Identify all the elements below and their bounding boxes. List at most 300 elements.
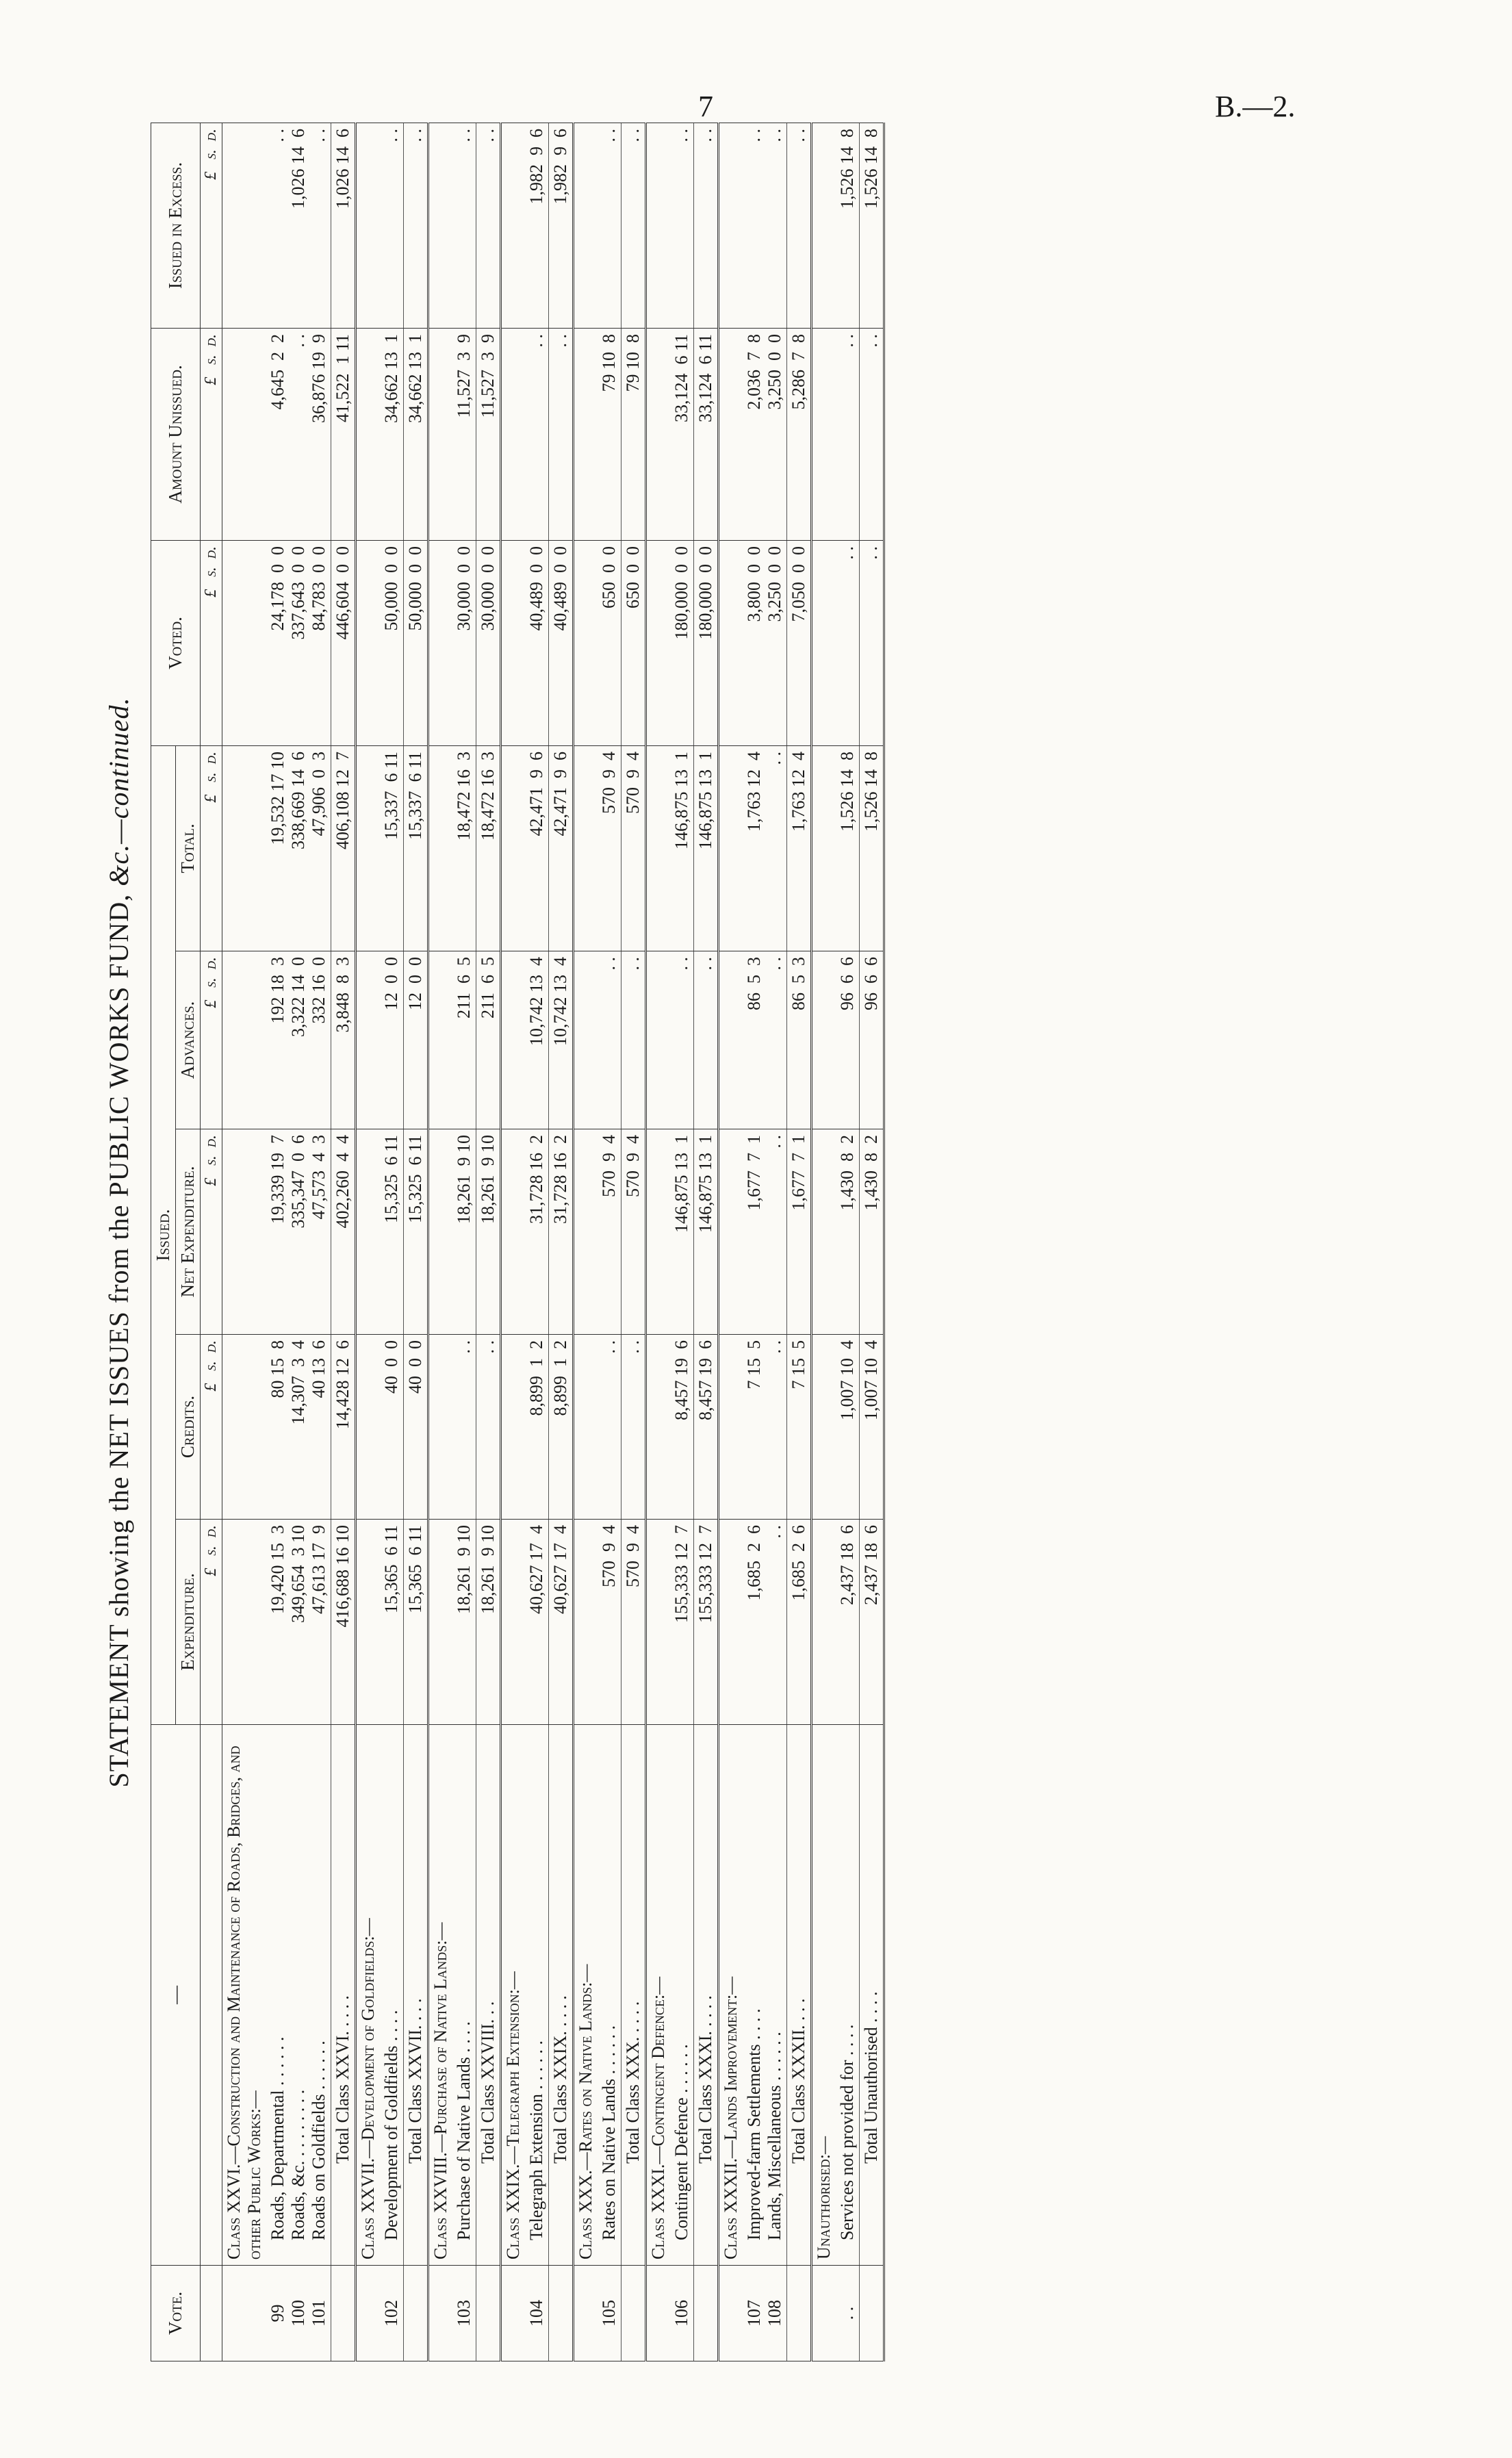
total-label-text: Total Class XXX. . . . . [623, 2001, 643, 2164]
empty-cell [574, 1335, 598, 1520]
total-adv: . . [622, 951, 646, 1129]
empty-cell [222, 1129, 267, 1335]
cell-unissued: 34,662 13 1 [380, 328, 404, 540]
cell-adv: 96 6 6 [836, 951, 860, 1129]
class-heading-row [646, 123, 671, 2361]
item-description [266, 1725, 331, 2266]
vote-cell [404, 2266, 428, 2361]
cell-voted: 180,000 0 0 [670, 540, 694, 745]
cell-net: 15,325 6 11 [380, 1129, 404, 1335]
header-unissued: Amount Unissued. [151, 328, 201, 540]
empty-cell [574, 951, 598, 1129]
units: £ s. d. [201, 1335, 222, 1520]
class-total-row [622, 123, 646, 2361]
empty-cell [222, 123, 267, 328]
class-heading [428, 1725, 453, 2266]
cell-total: 146,875 13 1 [670, 745, 694, 951]
empty-cell [428, 328, 453, 540]
cell-voted: . . [836, 540, 860, 745]
header-description: — [151, 1725, 201, 2266]
total-net: 15,325 6 11 [404, 1129, 428, 1335]
units: £ s. d. [201, 1129, 222, 1335]
class-heading-text: Class XXVI.—Construction and Maintenance of Roads, Bridges, and other Public Works:— [224, 1745, 264, 2259]
statement-title [103, 123, 135, 2361]
total-unissued: . . [860, 328, 884, 540]
total-voted: 650 0 0 [622, 540, 646, 745]
cell-exp: 19,420 15 3 349,654 3 10 47,613 17 9 [266, 1520, 331, 1725]
total-excess: . . [694, 123, 719, 328]
item-label: Lands, Miscellaneous . . . . . . [765, 2032, 784, 2240]
total-cred: 1,007 10 4 [860, 1335, 884, 1520]
units: £ s. d. [201, 540, 222, 745]
total-cred: 7 15 5 [787, 1335, 812, 1520]
total-cred: 14,428 12 6 [331, 1335, 356, 1520]
item-label: Roads, Departmental . . . . . . [268, 2036, 287, 2240]
empty-cell [812, 123, 836, 328]
units: £ s. d. [201, 123, 222, 328]
cell-adv: 12 0 0 [380, 951, 404, 1129]
cell-unissued: 2,036 7 8 3,250 0 0 [743, 328, 787, 540]
total-net: 1,677 7 1 [787, 1129, 812, 1335]
header-vote: Vote. [151, 2266, 201, 2361]
empty-cell [428, 951, 453, 1129]
class-heading-text: Class XXVIII.—Purchase of Native Lands:— [431, 1922, 450, 2259]
class-heading-text: Class XXIX.—Telegraph Extension:— [503, 1971, 523, 2259]
empty-cell [719, 745, 743, 951]
item-description [380, 1725, 404, 2266]
header-net: Net Expenditure. [176, 1129, 201, 1335]
total-excess: . . [476, 123, 501, 328]
class-total-row [860, 123, 884, 2361]
total-cred: . . [622, 1335, 646, 1520]
vote-cell [501, 2266, 526, 2361]
cell-unissued: 79 10 8 [598, 328, 622, 540]
total-exp: 2,437 18 6 [860, 1520, 884, 1725]
cell-net: 570 9 4 [598, 1129, 622, 1335]
empty-cell [428, 745, 453, 951]
class-total-row [404, 123, 428, 2361]
class-heading-row [812, 123, 836, 2361]
vote-cell [622, 2266, 646, 2361]
cell-total: 1,526 14 8 [836, 745, 860, 951]
total-voted: 446,604 0 0 [331, 540, 356, 745]
item-description [743, 1725, 787, 2266]
empty-cell [719, 1520, 743, 1725]
vote-cell [222, 2266, 267, 2361]
table-row [525, 123, 549, 2361]
empty-cell [501, 1129, 526, 1335]
cell-exp: 40,627 17 4 [525, 1520, 549, 1725]
class-heading-row [222, 123, 267, 2361]
cell-unissued: 33,124 6 11 [670, 328, 694, 540]
empty-cell [574, 123, 598, 328]
empty-cell [719, 1335, 743, 1520]
class-heading [356, 1725, 381, 2266]
empty-cell [719, 540, 743, 745]
total-adv: 3,848 8 3 [331, 951, 356, 1129]
class-heading-row [719, 123, 743, 2361]
total-adv: 96 6 6 [860, 951, 884, 1129]
cell-total: 1,763 12 4 . . [743, 745, 787, 951]
cell-adv: . . [598, 951, 622, 1129]
empty-cell [574, 1129, 598, 1335]
cell-exp: 1,685 2 6 . . [743, 1520, 787, 1725]
cell-excess: . . [598, 123, 622, 328]
header-voted: Voted. [151, 540, 201, 745]
class-heading-row [428, 123, 453, 2361]
cell-exp: 18,261 9 10 [452, 1520, 476, 1725]
total-unissued: 5,286 7 8 [787, 328, 812, 540]
cell-cred: 1,007 10 4 [836, 1335, 860, 1520]
cell-adv: . . [670, 951, 694, 1129]
cell-adv: 192 18 3 3,322 14 0 332 16 0 [266, 951, 331, 1129]
total-adv: 86 5 3 [787, 951, 812, 1129]
empty-cell [356, 1129, 381, 1335]
total-total: 42,471 9 6 [549, 745, 574, 951]
empty-cell [574, 328, 598, 540]
empty-cell [222, 745, 267, 951]
total-voted: 30,000 0 0 [476, 540, 501, 745]
vote-cell [356, 2266, 381, 2361]
header-advances: Advances. [176, 951, 201, 1129]
vote-number: . . [836, 2266, 860, 2361]
total-excess: . . [787, 123, 812, 328]
cell-total: 18,472 16 3 [452, 745, 476, 951]
class-heading-row [356, 123, 381, 2361]
vote-number: 105 [598, 2266, 622, 2361]
total-unissued: 41,522 1 11 [331, 328, 356, 540]
total-adv: 211 6 5 [476, 951, 501, 1129]
empty-cell [501, 745, 526, 951]
class-heading [501, 1725, 526, 2266]
empty-cell [356, 745, 381, 951]
header-expenditure: Expenditure. [176, 1520, 201, 1725]
cell-net: 1,677 7 1 . . [743, 1129, 787, 1335]
total-label-text: Total Class XXXII. . . . [789, 1998, 808, 2164]
empty-cell [356, 123, 381, 328]
cell-adv: 10,742 13 4 [525, 951, 549, 1129]
class-heading [222, 1725, 267, 2266]
total-total: 1,763 12 4 [787, 745, 812, 951]
total-exp: 40,627 17 4 [549, 1520, 574, 1725]
total-cred: 8,899 1 2 [549, 1335, 574, 1520]
class-heading-text: Unauthorised:— [814, 2136, 834, 2259]
cell-adv: 211 6 5 [452, 951, 476, 1129]
table-row [266, 123, 331, 2361]
empty-cell [646, 540, 671, 745]
vote-cell [694, 2266, 719, 2361]
cell-unissued: 4,645 2 2 . . 36,876 19 9 [266, 328, 331, 540]
class-heading-text: Class XXX.—Rates on Native Lands:— [576, 1964, 595, 2259]
cell-voted: 650 0 0 [598, 540, 622, 745]
total-voted: 180,000 0 0 [694, 540, 719, 745]
table-row [598, 123, 622, 2361]
empty-cell [812, 540, 836, 745]
class-heading-text: Class XXXI.—Contingent Defence:— [648, 1976, 668, 2259]
empty-cell [222, 1335, 267, 1520]
vote-number: 107 108 [743, 2266, 787, 2361]
class-total-row [476, 123, 501, 2361]
total-exp: 416,688 16 10 [331, 1520, 356, 1725]
total-net: 1,430 8 2 [860, 1129, 884, 1335]
total-voted: . . [860, 540, 884, 745]
vote-cell [860, 2266, 884, 2361]
empty-cell [356, 540, 381, 745]
total-label-text: Total Class XXXI. . . . . [695, 1995, 715, 2164]
item-label: Roads on Goldfields . . . . . . [309, 2040, 329, 2240]
cell-net: 18,261 9 10 [452, 1129, 476, 1335]
empty-cell [812, 951, 836, 1129]
empty-cell [428, 1520, 453, 1725]
empty-cell [501, 123, 526, 328]
empty-cell [812, 328, 836, 540]
empty-cell [501, 1335, 526, 1520]
empty-cell [501, 951, 526, 1129]
cell-total: 42,471 9 6 [525, 745, 549, 951]
item-description [670, 1725, 694, 2266]
total-label [549, 1725, 574, 2266]
document-reference: B.—2. [1215, 90, 1296, 123]
total-exp: 570 9 4 [622, 1520, 646, 1725]
units: £ s. d. [201, 1520, 222, 1725]
cell-exp: 15,365 6 11 [380, 1520, 404, 1725]
total-adv: 12 0 0 [404, 951, 428, 1129]
cell-total: 570 9 4 [598, 745, 622, 951]
total-label-text: Total Class XXIX. . . . . [550, 1995, 570, 2164]
header-issued: Issued. [151, 745, 176, 1724]
empty-cell [574, 745, 598, 951]
table-row [670, 123, 694, 2361]
empty-cell [428, 123, 453, 328]
empty-cell [574, 540, 598, 745]
item-description [598, 1725, 622, 2266]
total-label [331, 1725, 356, 2266]
total-excess: 1,982 9 6 [549, 123, 574, 328]
total-net: 146,875 13 1 [694, 1129, 719, 1335]
class-heading [646, 1725, 671, 2266]
vote-cell [476, 2266, 501, 2361]
vote-number: 99 100 101 [266, 2266, 331, 2361]
total-voted: 50,000 0 0 [404, 540, 428, 745]
cell-net: 146,875 13 1 [670, 1129, 694, 1335]
item-label: Telegraph Extension . . . . . . [526, 2040, 546, 2240]
page-number: 7 [698, 90, 713, 123]
cell-exp: 2,437 18 6 [836, 1520, 860, 1725]
item-label: Roads, &c. . . . . . . . . [288, 2089, 308, 2240]
class-total-row [694, 123, 719, 2361]
cell-excess: 1,982 9 6 [525, 123, 549, 328]
total-total: 146,875 13 1 [694, 745, 719, 951]
cell-net: 1,430 8 2 [836, 1129, 860, 1335]
empty-cell [812, 1520, 836, 1725]
total-label [404, 1725, 428, 2266]
total-total: 406,108 12 7 [331, 745, 356, 951]
cell-cred: 80 15 8 14,307 3 4 40 13 6 [266, 1335, 331, 1520]
cell-excess: . . [452, 123, 476, 328]
empty-cell [501, 540, 526, 745]
cell-voted: 24,178 0 0 337,643 0 0 84,783 0 0 [266, 540, 331, 745]
empty-cell [812, 1335, 836, 1520]
total-unissued: 33,124 6 11 [694, 328, 719, 540]
vote-cell [574, 2266, 598, 2361]
total-label-text: Total Class XXVIII. . . [478, 2001, 498, 2164]
cell-net: 31,728 16 2 [525, 1129, 549, 1335]
empty-cell [574, 1520, 598, 1725]
total-exp: 1,685 2 6 [787, 1520, 812, 1725]
total-excess: . . [404, 123, 428, 328]
vote-number: 102 [380, 2266, 404, 2361]
cell-cred: . . [598, 1335, 622, 1520]
cell-total: 15,337 6 11 [380, 745, 404, 951]
table-row [743, 123, 787, 2361]
cell-total: 19,532 17 10 338,669 14 6 47,906 0 3 [266, 745, 331, 951]
cell-unissued: . . [525, 328, 549, 540]
cell-cred: . . [452, 1335, 476, 1520]
table-row [836, 123, 860, 2361]
class-heading [719, 1725, 743, 2266]
vote-cell [812, 2266, 836, 2361]
total-label-text: Total Class XXVII. . . . [405, 1998, 425, 2164]
empty-cell [646, 328, 671, 540]
empty-cell [222, 951, 267, 1129]
vote-cell [331, 2266, 356, 2361]
cell-excess: 1,526 14 8 [836, 123, 860, 328]
total-exp: 155,333 12 7 [694, 1520, 719, 1725]
empty-cell [646, 1520, 671, 1725]
total-label [694, 1725, 719, 2266]
cell-voted: 40,489 0 0 [525, 540, 549, 745]
cell-unissued: 11,527 3 9 [452, 328, 476, 540]
empty-cell [428, 1129, 453, 1335]
empty-cell [719, 951, 743, 1129]
total-total: 1,526 14 8 [860, 745, 884, 951]
cell-unissued: . . [836, 328, 860, 540]
total-exp: 18,261 9 10 [476, 1520, 501, 1725]
cell-cred: 8,457 19 6 [670, 1335, 694, 1520]
cell-excess: . . [380, 123, 404, 328]
total-net: 31,728 16 2 [549, 1129, 574, 1335]
empty-cell [501, 328, 526, 540]
vote-cell [646, 2266, 671, 2361]
table-row [380, 123, 404, 2361]
total-net: 18,261 9 10 [476, 1129, 501, 1335]
total-label-text: Total Unauthorised . . . . [861, 1991, 881, 2164]
empty-cell [356, 328, 381, 540]
class-total-row [787, 123, 812, 2361]
empty-cell [646, 1129, 671, 1335]
total-total: 570 9 4 [622, 745, 646, 951]
empty-cell [646, 951, 671, 1129]
class-heading [574, 1725, 598, 2266]
total-unissued: 79 10 8 [622, 328, 646, 540]
total-excess: 1,526 14 8 [860, 123, 884, 328]
vote-cell [549, 2266, 574, 2361]
total-label [860, 1725, 884, 2266]
empty-cell [356, 951, 381, 1129]
empty-cell [646, 745, 671, 951]
class-heading [812, 1725, 836, 2266]
class-total-row [549, 123, 574, 2361]
class-heading-text: Class XXXII.—Lands Improvement:— [721, 1976, 741, 2259]
cell-cred: 8,899 1 2 [525, 1335, 549, 1520]
cell-cred: 7 15 5 . . [743, 1335, 787, 1520]
header-total: Total. [176, 745, 201, 951]
total-net: 402,260 4 4 [331, 1129, 356, 1335]
cell-excess: . . . . [743, 123, 787, 328]
item-label: Services not provided for . . . . [837, 2024, 857, 2240]
item-label: Rates on Native Lands . . . . . . [599, 2025, 619, 2240]
empty-cell [812, 745, 836, 951]
item-label: Improved-farm Settlements . . . . [744, 2008, 764, 2240]
total-unissued: 34,662 13 1 [404, 328, 428, 540]
total-voted: 7,050 0 0 [787, 540, 812, 745]
total-unissued: 11,527 3 9 [476, 328, 501, 540]
empty-cell [719, 328, 743, 540]
cell-voted: 30,000 0 0 [452, 540, 476, 745]
item-description [525, 1725, 549, 2266]
total-label-text: Total Class XXVI. . . . . [333, 1995, 353, 2164]
empty-cell [222, 328, 267, 540]
vote-cell [787, 2266, 812, 2361]
empty-cell [501, 1520, 526, 1725]
empty-cell [812, 1129, 836, 1335]
cell-exp: 570 9 4 [598, 1520, 622, 1725]
units-row [201, 123, 222, 2361]
units: £ s. d. [201, 745, 222, 951]
class-heading-row [501, 123, 526, 2361]
empty-cell [646, 123, 671, 328]
cell-voted: 50,000 0 0 [380, 540, 404, 745]
cell-excess: . . 1,026 14 6 . . [266, 123, 331, 328]
total-excess: 1,026 14 6 [331, 123, 356, 328]
class-heading-row [574, 123, 598, 2361]
title-text: STATEMENT showing the NET ISSUES from the PUBLIC WORKS FUND, [103, 893, 134, 1788]
net-issues-table [151, 123, 885, 2361]
item-label: Contingent Defence . . . . . . [671, 2044, 691, 2240]
total-cred: 8,457 19 6 [694, 1335, 719, 1520]
cell-cred: 40 0 0 [380, 1335, 404, 1520]
empty-cell [356, 1335, 381, 1520]
total-voted: 40,489 0 0 [549, 540, 574, 745]
units: £ s. d. [201, 951, 222, 1129]
empty-cell [719, 123, 743, 328]
total-label [622, 1725, 646, 2266]
vote-number: 106 [670, 2266, 694, 2361]
empty-cell [719, 1129, 743, 1335]
total-adv: . . [694, 951, 719, 1129]
table-body [222, 123, 884, 2361]
class-heading-text: Class XXVII.—Development of Goldfields:— [358, 1918, 378, 2259]
units: £ s. d. [201, 328, 222, 540]
empty-cell [222, 540, 267, 745]
table-row [452, 123, 476, 2361]
total-label [476, 1725, 501, 2266]
empty-cell [222, 1520, 267, 1725]
item-label: Development of Goldfields . . . . [381, 2010, 401, 2240]
item-description [452, 1725, 476, 2266]
title-continued: &c.—continued. [103, 697, 134, 886]
vote-cell [719, 2266, 743, 2361]
vote-cell [428, 2266, 453, 2361]
empty-cell [428, 540, 453, 745]
cell-adv: 86 5 3 . . [743, 951, 787, 1129]
total-total: 18,472 16 3 [476, 745, 501, 951]
class-total-row [331, 123, 356, 2361]
total-cred: 40 0 0 [404, 1335, 428, 1520]
rotated-statement [103, 123, 1458, 2361]
empty-cell [356, 1520, 381, 1725]
total-label [787, 1725, 812, 2266]
